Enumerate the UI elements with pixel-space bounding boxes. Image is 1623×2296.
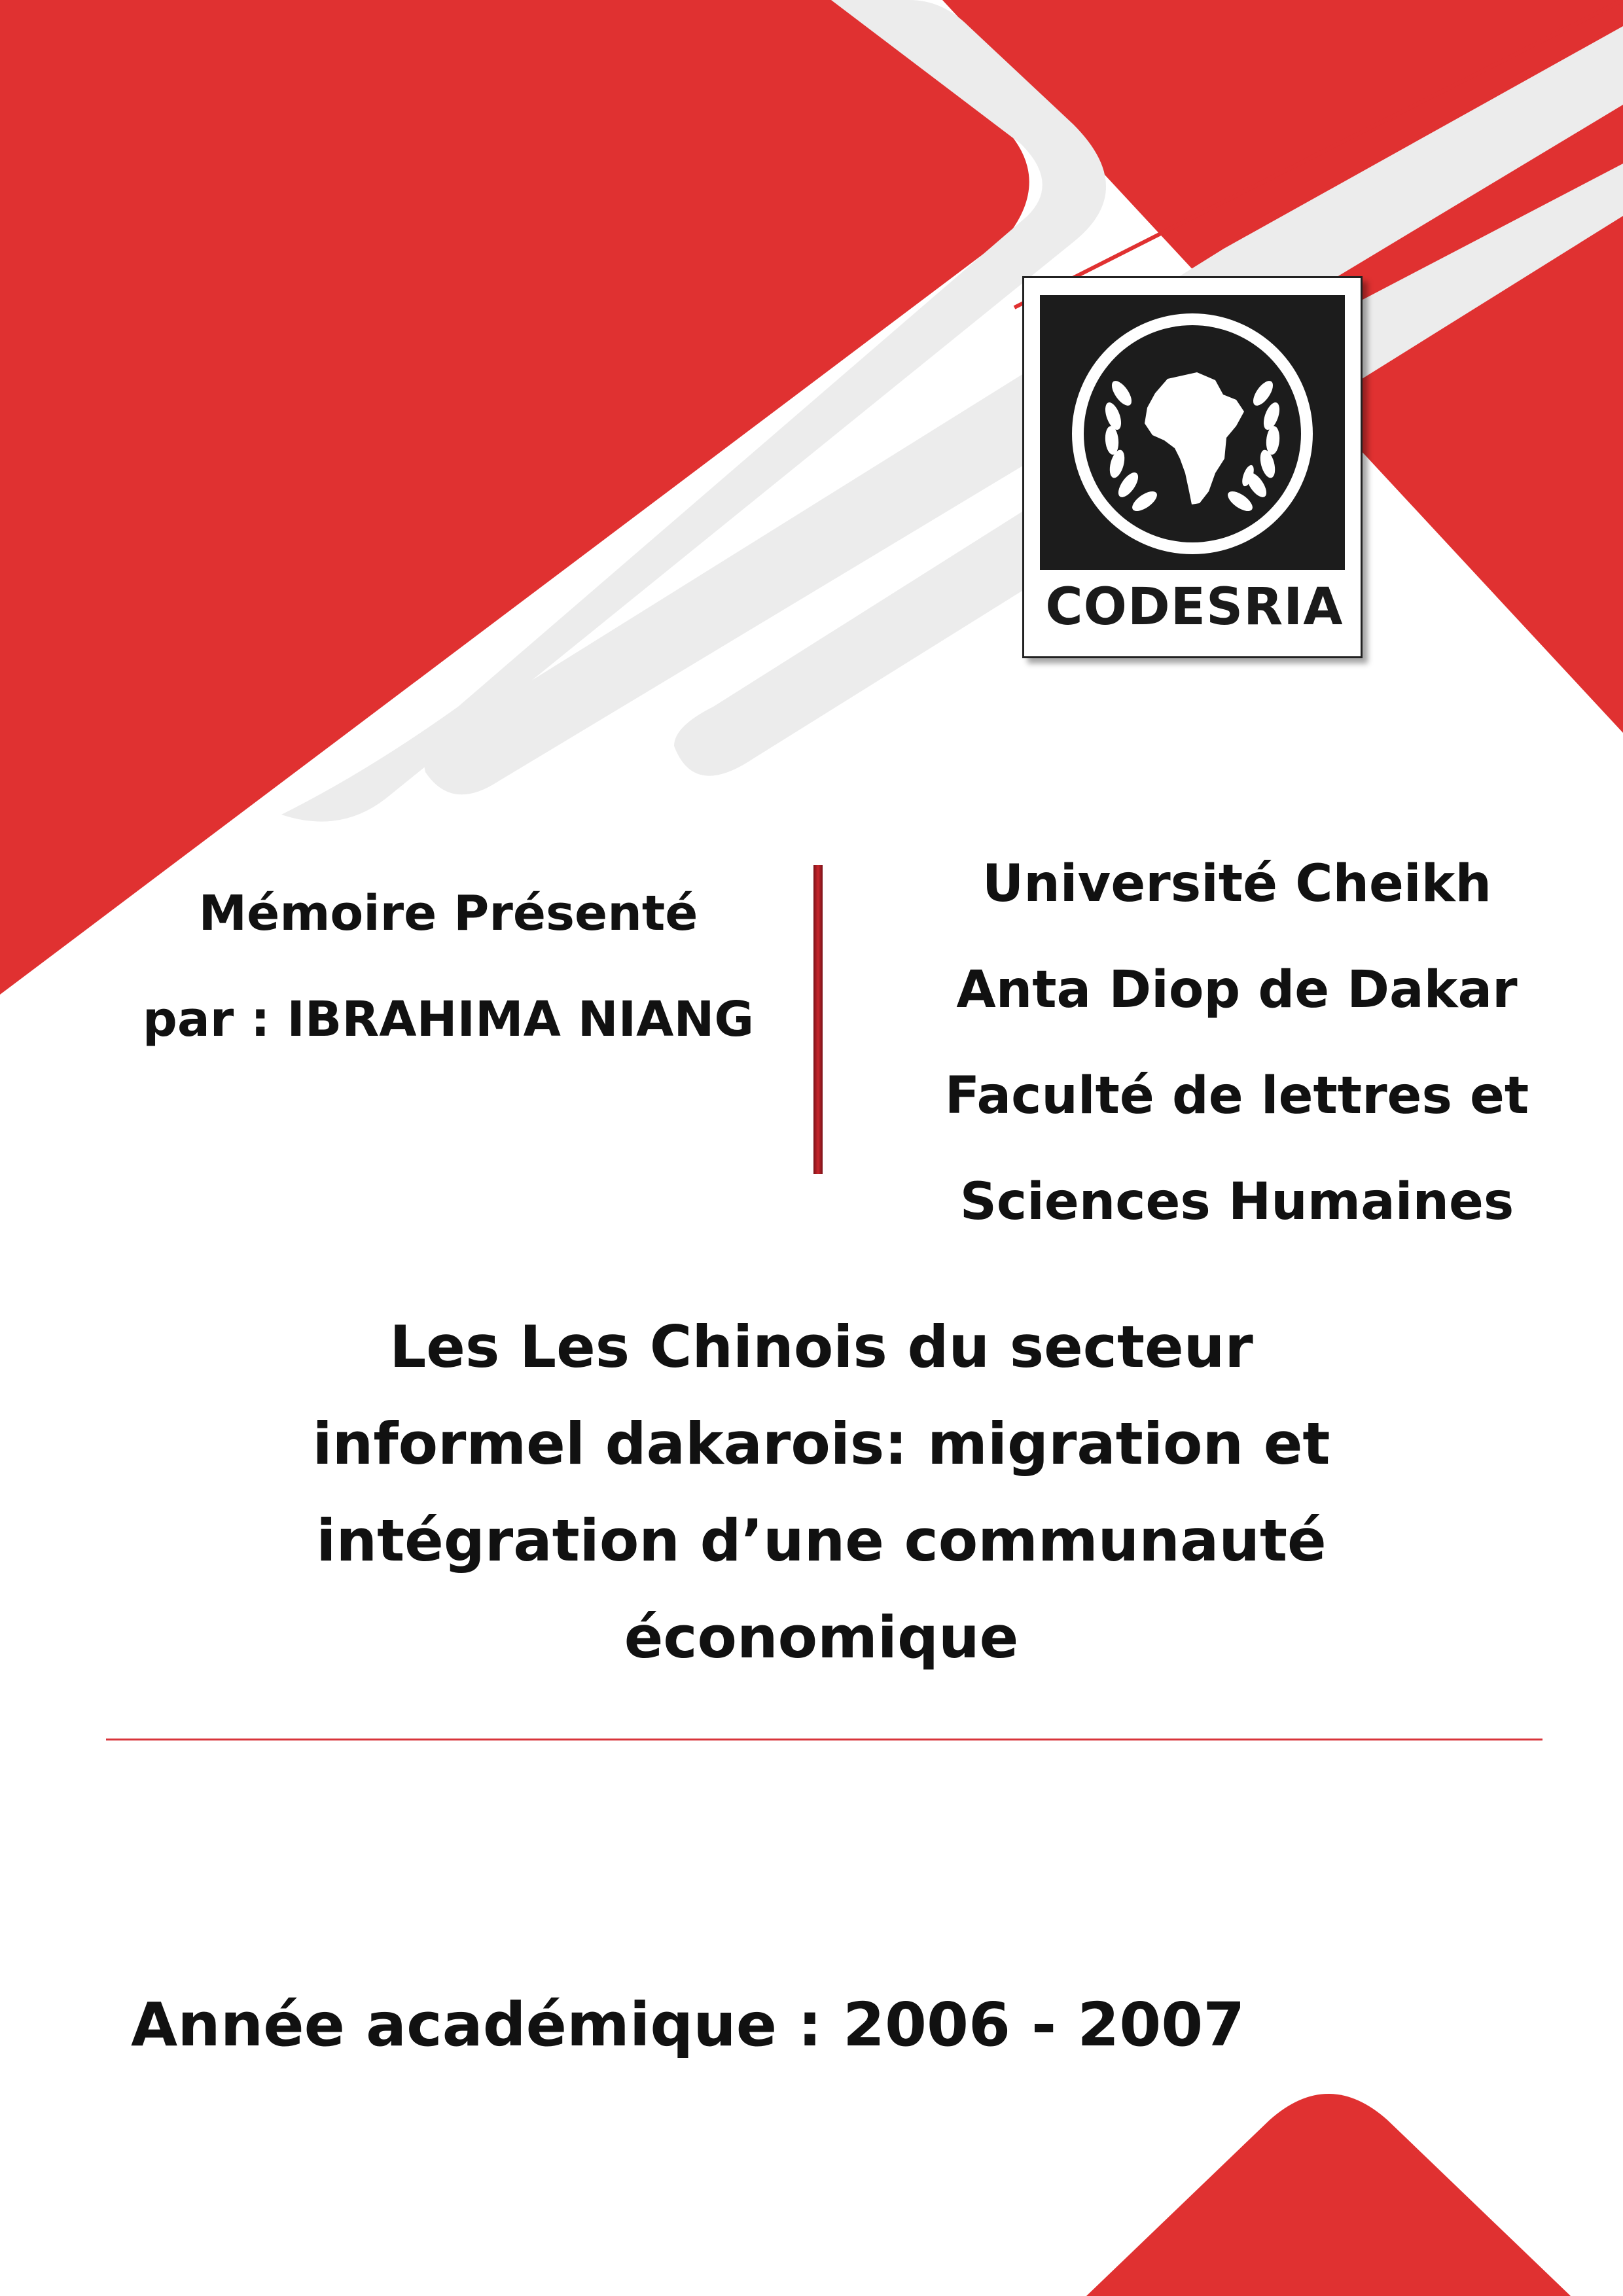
thesis-title [196, 1299, 1446, 1686]
institution-line-4: Sciences Humaines [959, 1173, 1514, 1231]
presenter-block [72, 860, 825, 1072]
institution-line-2: Anta Diop de Dakar [956, 961, 1518, 1019]
institution-line-3: Faculté de lettres et [944, 1067, 1529, 1125]
vertical-divider [813, 865, 823, 1174]
bottom-right-red-triangle [1086, 2094, 1571, 2296]
presenter-line-2: par : IBRAHIMA NIANG [142, 991, 755, 1048]
institution-block [870, 831, 1603, 1255]
thesis-title-line-3: intégration d’une communauté [316, 1507, 1327, 1574]
thesis-title-line-2: informel dakarois: migration et [312, 1410, 1330, 1477]
logo-wordmark: CODESRIA [1045, 578, 1344, 637]
africa-emblem-icon [1040, 295, 1345, 570]
thesis-title-line-4: économique [624, 1604, 1019, 1671]
thesis-title-line-1: Les Les Chinois du secteur [389, 1313, 1253, 1381]
logo-emblem-panel [1040, 295, 1345, 570]
horizontal-divider [106, 1739, 1543, 1740]
presenter-line-1: Mémoire Présenté [198, 885, 698, 942]
academic-year: Année académique : 2006 - 2007 [131, 1990, 1245, 2060]
codesria-logo [1022, 276, 1363, 658]
institution-line-1: Université Cheikh [982, 855, 1492, 913]
